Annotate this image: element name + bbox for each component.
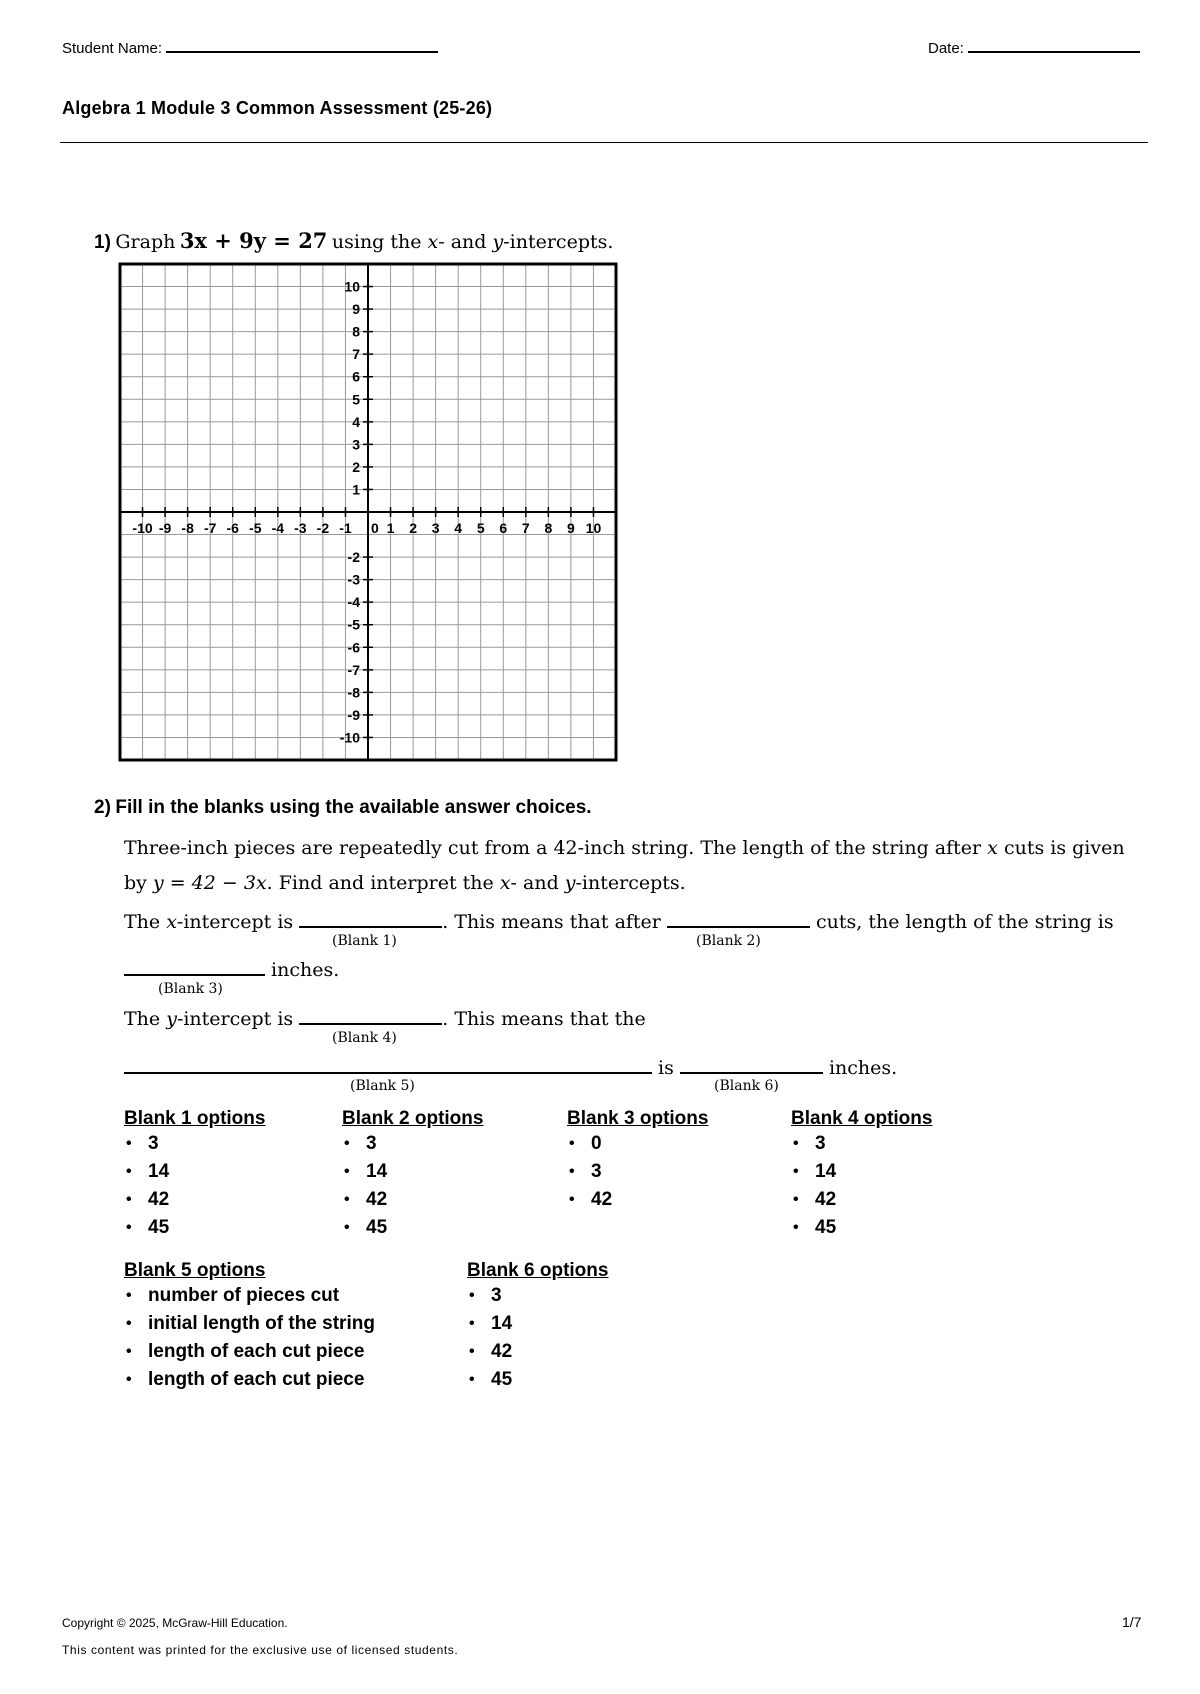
x-tick-label: -5 (249, 520, 262, 536)
question-1 (94, 228, 613, 254)
q1-y-var: y (492, 231, 504, 253)
x-tick-label: 5 (476, 520, 485, 536)
blank-4-options-title: Blank 4 options (791, 1108, 933, 1129)
x-tick-label: 7 (521, 520, 530, 536)
option-item[interactable]: • length of each cut piece (124, 1366, 375, 1394)
blank-5-options-list (124, 1282, 375, 1394)
x-tick-label: 1 (386, 520, 395, 536)
blank-3-options-list (567, 1130, 708, 1214)
option-item[interactable]: • 45 (124, 1214, 265, 1242)
origin-label: 0 (371, 520, 379, 536)
blank-3-caption: (Blank 3) (158, 981, 223, 997)
q2-line1-end: cuts is given (1003, 837, 1125, 859)
option-item[interactable]: • 42 (567, 1186, 708, 1214)
q2-sentence-x-intercept (124, 908, 1114, 933)
header-divider (60, 142, 1148, 143)
blank-2-options-title: Blank 2 options (342, 1108, 484, 1129)
x-tick-label: 8 (544, 520, 553, 536)
blank-3-options-title: Blank 3 options (567, 1108, 709, 1129)
q2-instruction: Fill in the blanks using the available answer choices. (115, 797, 592, 818)
q1-x-var: x (427, 231, 439, 253)
option-item[interactable]: • 14 (791, 1158, 932, 1186)
x-tick-label: -8 (181, 520, 194, 536)
x-tick-label: 4 (454, 520, 463, 536)
question-2-heading (94, 797, 592, 819)
y-tick-label: 8 (352, 323, 360, 340)
y-tick-label: 7 (352, 346, 360, 363)
s2-var: y (166, 1008, 177, 1030)
option-item[interactable]: • initial length of the string (124, 1310, 375, 1338)
option-item[interactable]: • 3 (342, 1130, 483, 1158)
option-item[interactable]: • 45 (467, 1366, 608, 1394)
q2-line2-x: x (499, 872, 511, 894)
y-tick-label: 10 (344, 278, 360, 295)
date-label: Date: (928, 40, 964, 57)
x-tick-label: -1 (339, 520, 352, 536)
page-number: 1/7 (1122, 1614, 1142, 1630)
blank-1-options-title: Blank 1 options (124, 1108, 266, 1129)
copyright-text: Copyright © 2025, McGraw-Hill Education. (62, 1616, 288, 1630)
y-tick-label: -8 (347, 684, 360, 701)
blank-1-options-list (124, 1130, 265, 1242)
blank-1-caption: (Blank 1) (332, 933, 397, 949)
option-item[interactable]: • 3 (467, 1282, 608, 1310)
q2-line1-var: x (987, 837, 998, 859)
option-item[interactable]: • 3 (567, 1158, 708, 1186)
s1-end: cuts, the length of the string is (815, 911, 1114, 933)
y-tick-label: 3 (352, 436, 360, 453)
blank-5-caption: (Blank 5) (350, 1078, 415, 1094)
q2-line2-post: . Find and interpret the (266, 872, 494, 894)
student-name-field (62, 40, 438, 57)
s2-pre: The (124, 1008, 161, 1030)
q2-line1-text: Three-inch pieces are repeatedly cut from a 42-inch string. The length of the string after (124, 837, 982, 859)
q2-line-2 (124, 872, 686, 894)
option-item[interactable]: • 14 (124, 1158, 265, 1186)
q2-line-1 (124, 837, 1125, 859)
blank-2-options (342, 1108, 483, 1242)
option-item[interactable]: • 0 (567, 1130, 708, 1158)
question-2-number: 2) (94, 797, 111, 818)
option-item[interactable]: • number of pieces cut (124, 1282, 375, 1310)
y-tick-label: -4 (347, 594, 360, 611)
option-item[interactable]: • 45 (342, 1214, 483, 1242)
blank-2[interactable] (667, 908, 810, 928)
blank-6-caption: (Blank 6) (714, 1078, 779, 1094)
y-tick-label: -6 (347, 639, 360, 656)
s3-is: is (658, 1057, 674, 1079)
option-item[interactable]: • 42 (342, 1186, 483, 1214)
blank-2-options-list (342, 1130, 483, 1242)
s1-pre: The (124, 911, 161, 933)
x-tick-label: 10 (585, 520, 602, 536)
blank-5-options (124, 1260, 375, 1394)
s2-after: . This means that the (442, 1008, 646, 1030)
s1-mid: -intercept is (176, 911, 294, 933)
x-tick-label: -3 (294, 520, 307, 536)
y-tick-label: 9 (352, 301, 360, 318)
question-1-number: 1) (94, 232, 111, 253)
y-tick-label: -7 (347, 661, 360, 678)
option-item[interactable]: • 14 (342, 1158, 483, 1186)
blank-5[interactable] (124, 1054, 652, 1074)
blank-1[interactable] (299, 908, 442, 928)
q2-sentence-inches (124, 956, 339, 981)
blank-4-options-list (791, 1130, 932, 1242)
q2-sentence-y-intercept (124, 1005, 646, 1030)
option-item[interactable]: • length of each cut piece (124, 1338, 375, 1366)
q2-line2-pre: by (124, 872, 147, 894)
coordinate-grid[interactable] (118, 262, 618, 762)
y-tick-label: -9 (347, 706, 360, 723)
option-item[interactable]: • 3 (124, 1130, 265, 1158)
q2-line2-y: y (564, 872, 576, 894)
option-item[interactable]: • 45 (791, 1214, 932, 1242)
q1-prompt-mid: using the (331, 231, 422, 253)
option-item[interactable]: • 3 (791, 1130, 932, 1158)
student-name-label: Student Name: (62, 40, 163, 57)
x-tick-label: -4 (271, 520, 285, 536)
option-item[interactable]: • 42 (467, 1338, 608, 1366)
q2-line2-equation: y = 42 − 3x (152, 872, 267, 894)
s1-inches: inches. (271, 959, 340, 981)
y-tick-label: 6 (352, 368, 360, 385)
blank-6[interactable] (680, 1054, 823, 1074)
q1-equation: 3x + 9y = 27 (179, 228, 328, 253)
page-title: Algebra 1 Module 3 Common Assessment (25-26) (62, 98, 493, 118)
x-tick-label: -7 (203, 520, 217, 536)
student-name-line[interactable] (166, 50, 438, 53)
x-tick-label: -2 (316, 520, 330, 536)
y-tick-label: -5 (347, 616, 360, 633)
blank-6-options (467, 1260, 608, 1394)
blank-1-options (124, 1108, 265, 1242)
q2-line2-end: -intercepts. (575, 872, 686, 894)
y-tick-label: 5 (352, 391, 360, 408)
y-tick-label: -10 (339, 729, 360, 746)
blank-6-options-title: Blank 6 options (467, 1260, 609, 1281)
x-tick-label: -9 (158, 520, 172, 536)
blank-4-options (791, 1108, 932, 1242)
blank-2-caption: (Blank 2) (696, 933, 761, 949)
blank-3-options (567, 1108, 708, 1214)
option-item[interactable]: • 14 (467, 1310, 608, 1338)
option-item[interactable]: • 42 (124, 1186, 265, 1214)
x-tick-label: 2 (409, 520, 417, 536)
x-tick-label: 9 (567, 520, 575, 536)
x-tick-label: 3 (431, 520, 440, 536)
blank-5-options-title: Blank 5 options (124, 1260, 266, 1281)
y-tick-label: 1 (352, 481, 360, 498)
x-tick-label: -6 (226, 520, 239, 536)
s3-inches: inches. (828, 1057, 898, 1079)
x-tick-label: 6 (499, 520, 508, 536)
y-tick-label: 2 (352, 458, 360, 475)
x-tick-label: -10 (132, 520, 153, 536)
blank-3[interactable] (124, 956, 265, 976)
y-tick-label: -2 (347, 549, 360, 566)
q2-line2-and: - and (510, 872, 559, 894)
q1-and: - and (438, 231, 487, 253)
blank-4-caption: (Blank 4) (332, 1030, 397, 1046)
license-notice: This content was printed for the exclusive use of licensed students. (62, 1643, 459, 1657)
y-tick-label: -3 (347, 571, 360, 588)
option-item[interactable]: • 42 (791, 1186, 932, 1214)
s1-after: . This means that after (442, 911, 661, 933)
q2-sentence-blank5 (124, 1054, 897, 1079)
s1-var: x (166, 911, 177, 933)
date-line[interactable] (968, 50, 1140, 53)
s2-mid: -intercept is (176, 1008, 294, 1030)
blank-4[interactable] (299, 1005, 442, 1025)
blank-6-options-list (467, 1282, 608, 1394)
q1-prompt-end: -intercepts. (503, 231, 614, 253)
date-field (928, 40, 1140, 57)
y-tick-label: 4 (352, 413, 360, 430)
q1-prompt-pre: Graph (115, 231, 176, 253)
